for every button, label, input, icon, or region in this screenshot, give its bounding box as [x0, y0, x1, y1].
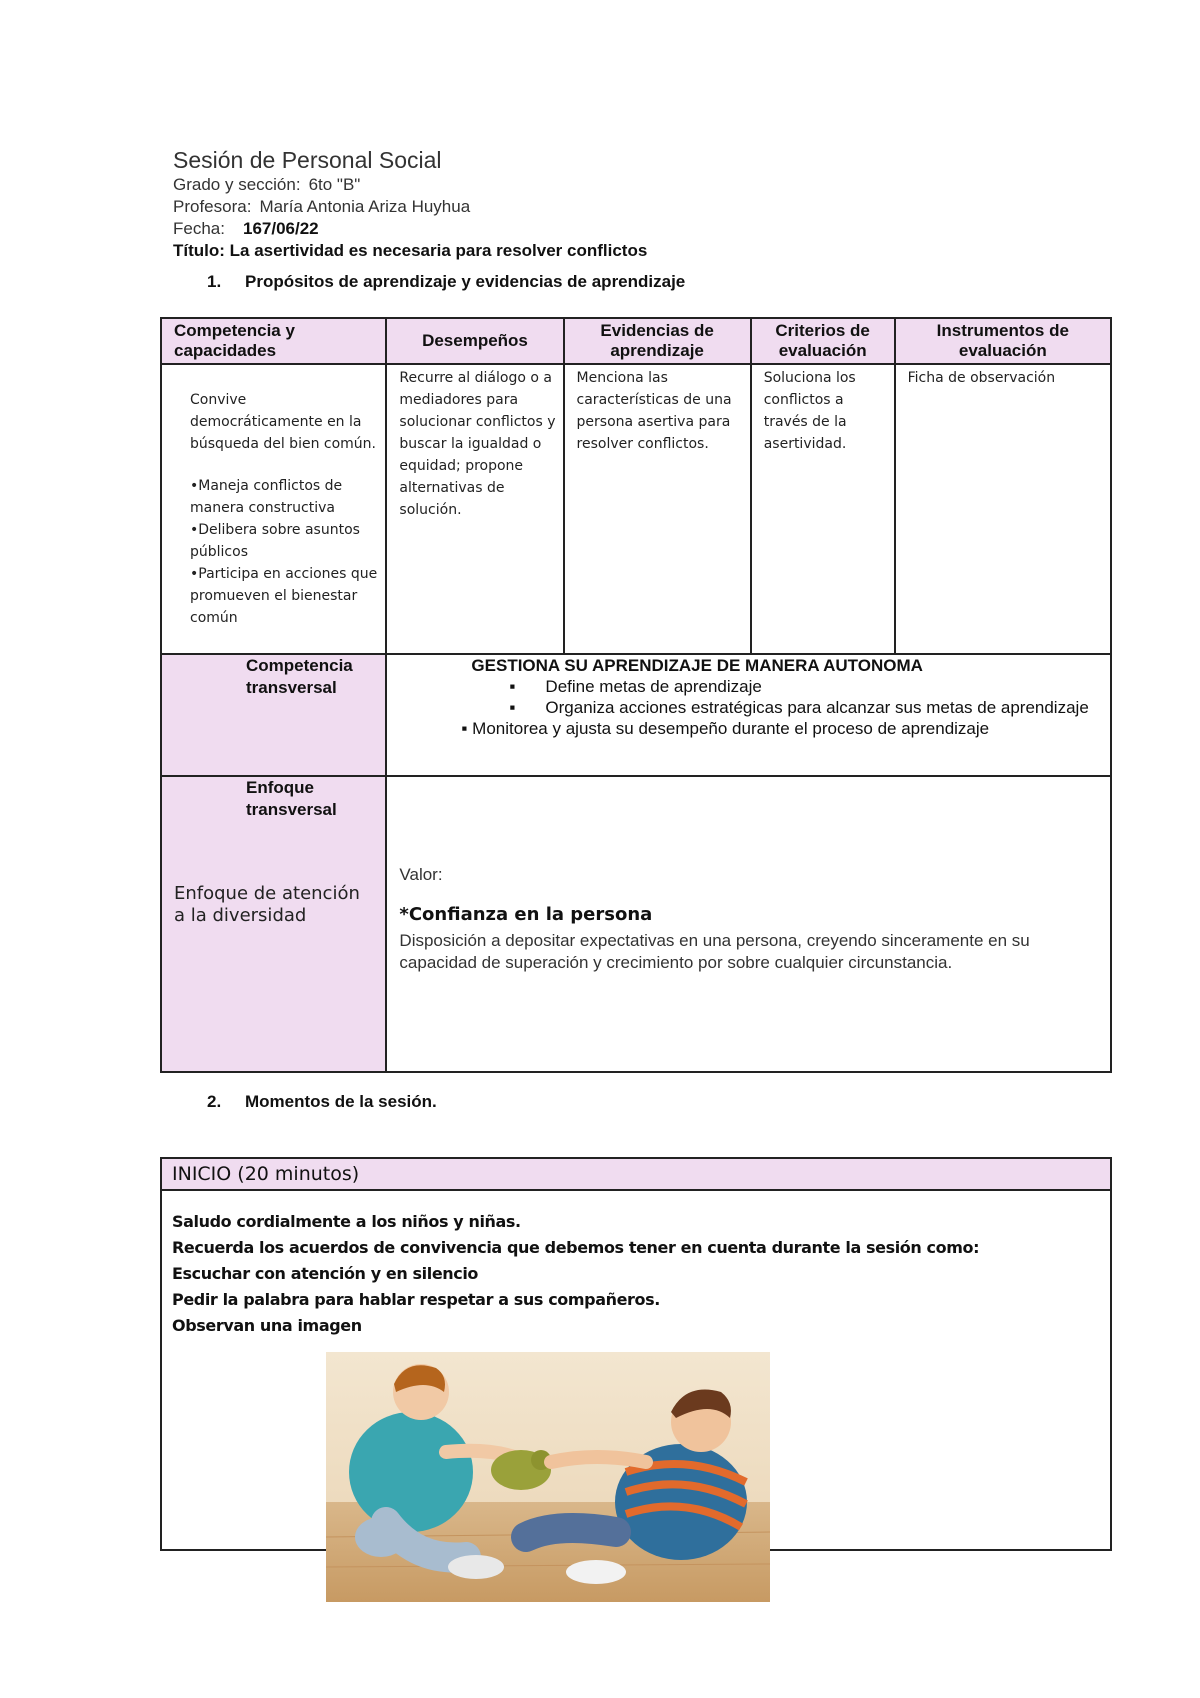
inicio-line: Escuchar con atención y en silencio	[172, 1264, 479, 1283]
profesora-label: Profesora:	[173, 197, 252, 216]
transversal-content-cell	[386, 654, 1111, 776]
instrumentos-cell: Ficha de observación	[895, 364, 1111, 654]
transversal-last-item: ▪ Monitorea y ajusta su desempeño durante el proceso de aprendizaje	[461, 719, 990, 738]
section-2-number: 2.	[207, 1092, 222, 1111]
grado-label: Grado y sección:	[173, 175, 301, 194]
transversal-item: ▪ Define metas de aprendizaje	[509, 677, 762, 696]
two-boys-pulling-toy-photo	[326, 1352, 770, 1602]
desempenos-cell: Recurre al diálogo o a mediadores para solucionar conflictos y buscar la igualdad o equidad; propone alternativas de solución.	[386, 364, 563, 654]
purposes-table	[160, 317, 1112, 1073]
photo-illustration	[326, 1352, 770, 1602]
inicio-line: Observan una imagen	[172, 1316, 362, 1335]
inicio-line: Recuerda los acuerdos de convivencia que debemos tener en cuenta durante la sesión como:	[172, 1238, 980, 1257]
titulo-label: Título:	[173, 241, 225, 260]
valor-name: *Confianza en la persona	[399, 904, 653, 925]
section-1-heading	[207, 272, 685, 292]
competencia-text: Convive democráticamente en la búsqueda del bien común.	[190, 392, 376, 452]
header-evidencias: Evidencias de aprendizaje	[564, 318, 751, 364]
grado-value: 6to "B"	[308, 175, 361, 194]
header-competencia: Competencia y capacidades	[161, 318, 386, 364]
section-1-label: Propósitos de aprendizaje y evidencias de aprendizaje	[245, 272, 686, 291]
transversal-list	[471, 676, 1098, 718]
fecha-line	[173, 218, 1073, 240]
titulo-value: La asertividad es necesaria para resolver conflictos	[229, 241, 648, 260]
inicio-line: Saludo cordialmente a los niños y niñas.	[172, 1212, 521, 1231]
profesora-value: María Antonia Ariza Huyhua	[259, 197, 471, 216]
inicio-title: INICIO (20 minutos)	[162, 1159, 1110, 1191]
capacidad-item: •Maneja conflictos de manera constructiva	[190, 478, 343, 516]
header-instrumentos: Instrumentos de evaluación	[895, 318, 1111, 364]
valor-label: Valor:	[399, 865, 443, 884]
document-title: Sesión de Personal Social	[173, 147, 442, 173]
transversal-item: ▪ Organiza acciones estratégicas para alcanzar sus metas de aprendizaje	[509, 698, 1089, 717]
profesora-line	[173, 196, 1073, 218]
inicio-body	[162, 1191, 1110, 1339]
header-desempenos: Desempeños	[386, 318, 563, 364]
grado-line	[173, 174, 1073, 196]
criterios-cell: Soluciona los conflictos a través de la asertividad.	[751, 364, 895, 654]
competencia-cell	[161, 364, 386, 654]
header-criterios: Criterios de evaluación	[751, 318, 895, 364]
evidencias-cell: Menciona las características de una persona asertiva para resolver conflictos.	[564, 364, 751, 654]
enfoque-label-cell	[161, 776, 386, 1072]
capacidad-item: •Participa en acciones que promueven el bienestar común	[190, 566, 378, 626]
enfoque-content-cell	[386, 776, 1111, 1072]
enfoque-label: Enfoque transversal	[246, 778, 337, 819]
titulo-line	[173, 240, 1073, 262]
capacidad-item: •Delibera sobre asuntos públicos	[190, 522, 360, 560]
valor-description: Disposición a depositar expectativas en una persona, creyendo sinceramente en su capacidad de superación y crecimiento por sobre cualquier circunstancia.	[399, 931, 1030, 972]
transversal-label: Competencia transversal	[246, 656, 353, 697]
fecha-label: Fecha:	[173, 219, 225, 238]
inicio-line: Pedir la palabra para hablar respetar a sus compañeros.	[172, 1290, 660, 1309]
enfoque-description: Enfoque de atención a la diversidad	[174, 883, 360, 926]
transversal-label-cell	[161, 654, 386, 776]
section-2-heading	[207, 1092, 437, 1112]
section-2-label: Momentos de la sesión.	[245, 1092, 437, 1111]
fecha-value: 167/06/22	[242, 219, 319, 238]
session-header	[173, 146, 1073, 262]
transversal-heading: GESTIONA SU APRENDIZAJE DE MANERA AUTONOMA	[471, 656, 923, 675]
section-1-number: 1.	[207, 272, 222, 291]
